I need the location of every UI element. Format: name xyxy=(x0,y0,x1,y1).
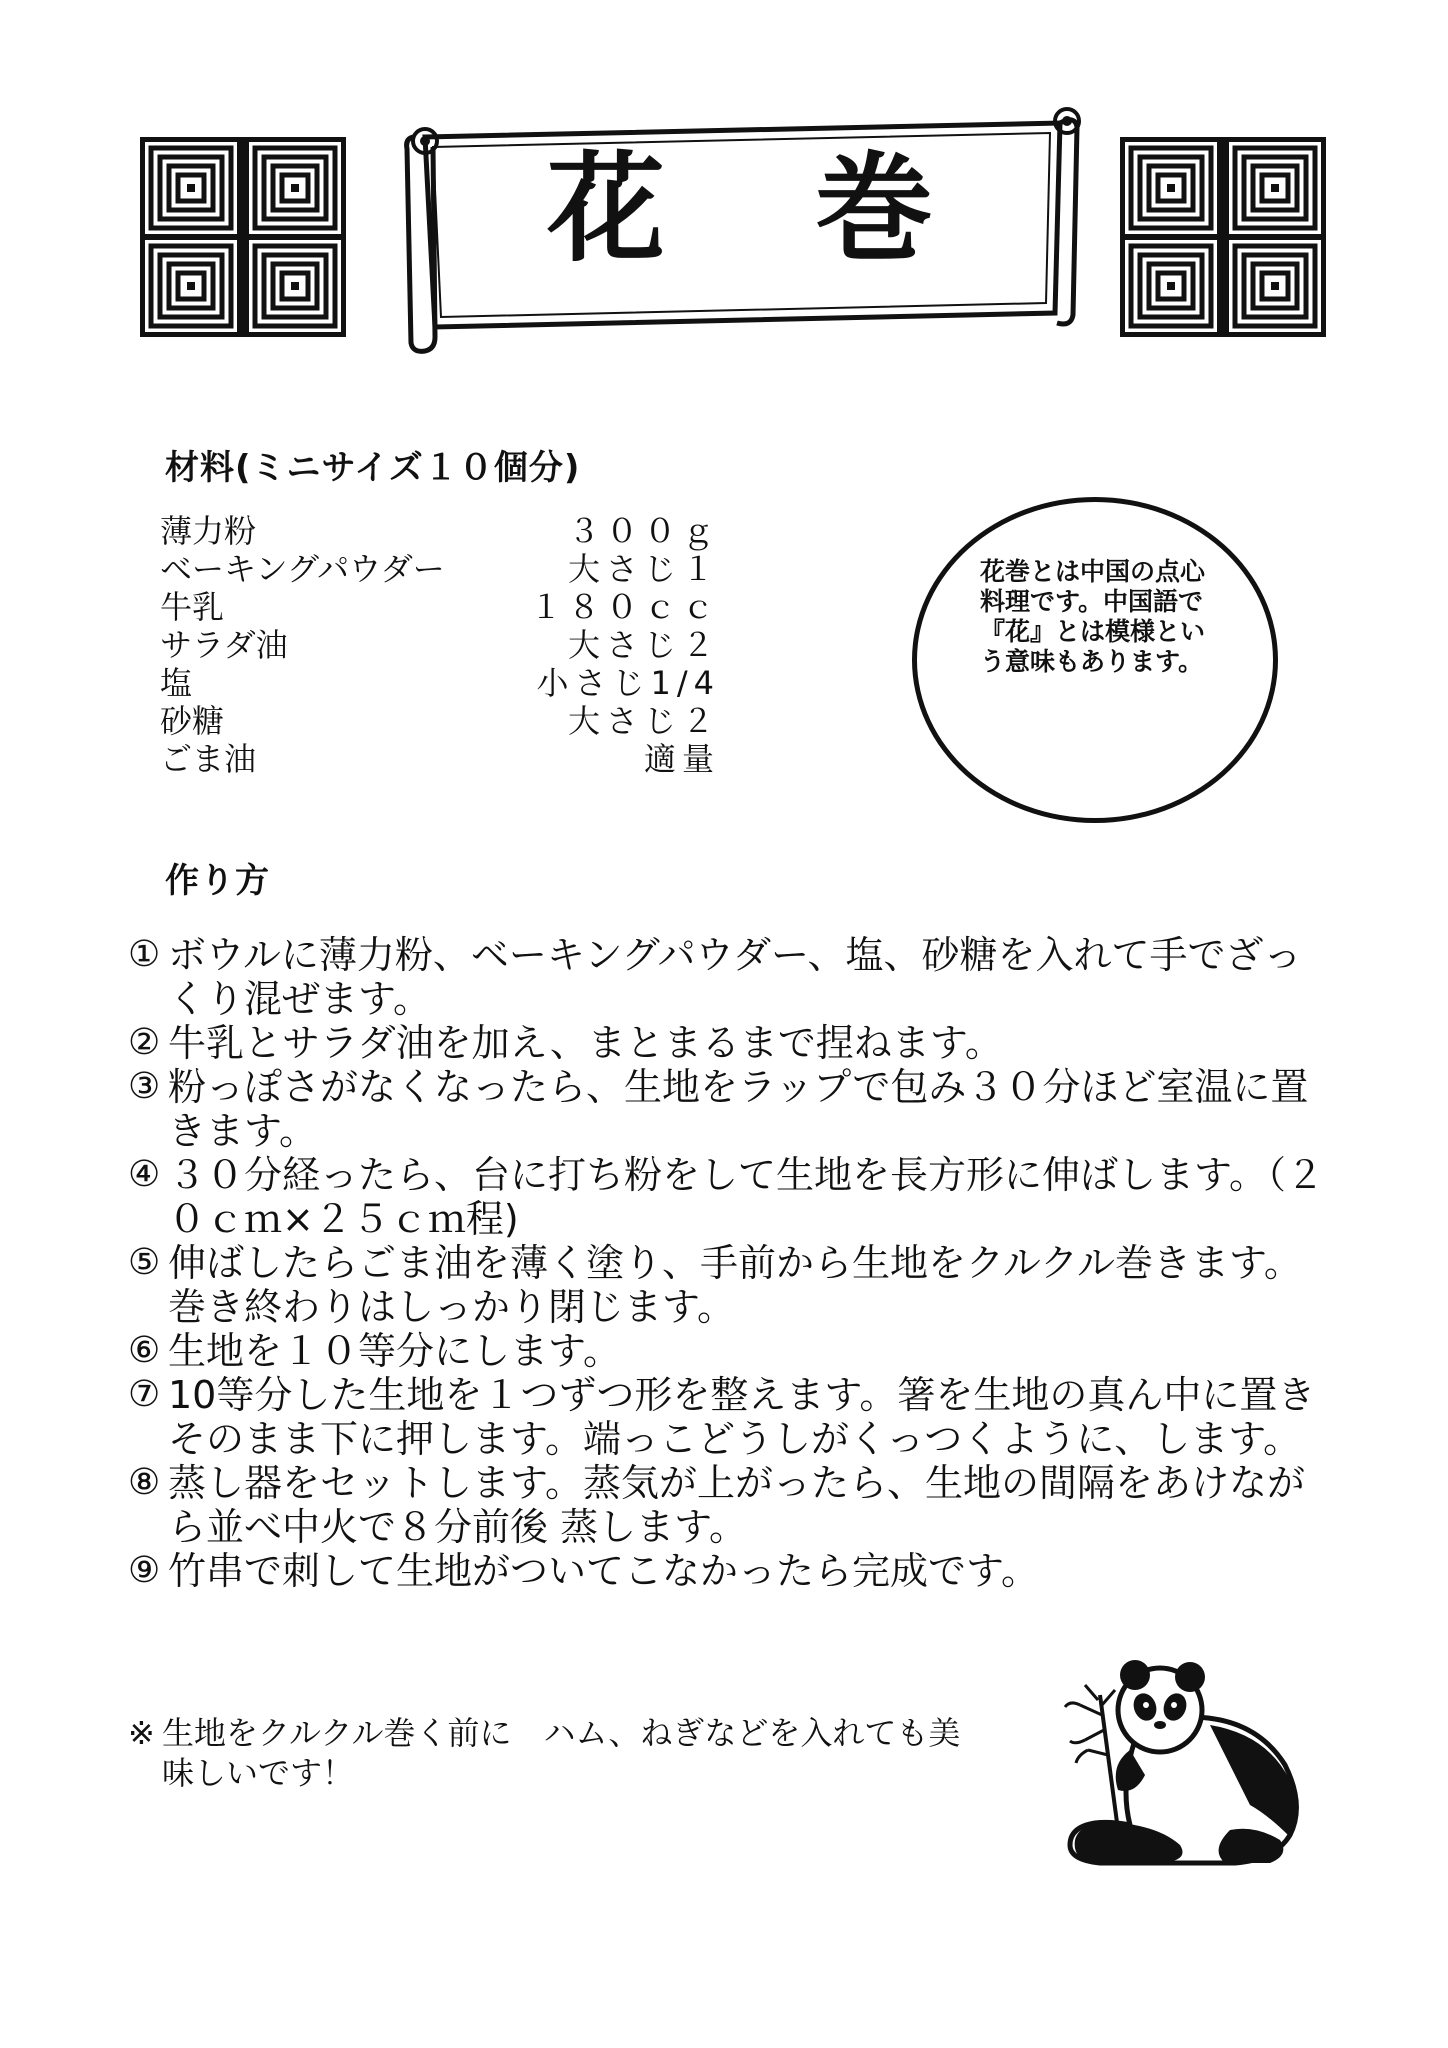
ingredient-amount: 大さじ１ xyxy=(567,550,720,588)
step-item xyxy=(128,933,1328,1021)
step-item xyxy=(128,1549,1328,1593)
ingredient-name: サラダ油 xyxy=(160,626,288,664)
ingredient-row xyxy=(160,626,720,664)
ingredient-row xyxy=(160,550,720,588)
step-text: 伸ばしたらごま油を薄く塗り、手前から生地をクルクル巻きます。巻き終わりはしっかり閉じます。 xyxy=(168,1241,1302,1329)
step-item xyxy=(128,1241,1328,1329)
ingredient-name: ベーキングパウダー xyxy=(160,550,445,588)
ingredient-name: 塩 xyxy=(160,664,193,702)
step-number: ④ xyxy=(128,1154,161,1195)
step-item xyxy=(128,1065,1328,1153)
ingredient-name: 薄力粉 xyxy=(160,512,257,550)
panda-icon xyxy=(1040,1655,1330,1870)
step-text: 牛乳とサラダ油を加え、まとまるまで捏ねます。 xyxy=(168,1021,1003,1065)
step-text: 粉っぽさがなくなったら、生地をラップで包み３０分ほど室温に置きます。 xyxy=(168,1065,1309,1153)
ingredient-amount: 大さじ２ xyxy=(567,626,720,664)
footnote-text: 生地をクルクル巻く前に ハム、ねぎなどを入れても美味しいです！ xyxy=(162,1714,961,1792)
note-text: 花巻とは中国の点心料理です。中国語で『花』とは模様という意味もあります。 xyxy=(980,557,1206,676)
step-item xyxy=(128,1021,1328,1065)
step-number: ⑤ xyxy=(128,1242,161,1283)
step-number: ③ xyxy=(128,1066,161,1107)
step-text: 生地を１０等分にします。 xyxy=(168,1329,621,1373)
steps-list xyxy=(128,933,1328,1593)
ingredient-row xyxy=(160,512,720,550)
ingredient-amount: １８０ｃｃ xyxy=(529,588,720,626)
ingredient-name: ごま油 xyxy=(160,740,257,778)
step-text: 竹串で刺して生地がついてこなかったら完成です。 xyxy=(168,1549,1039,1593)
step-text: ３０分経ったら、台に打ち粉をして生地を長方形に伸ばします。（２０ｃｍ×２５ｃｍ程) xyxy=(168,1153,1324,1241)
meander-ornament-right-icon xyxy=(1120,137,1326,337)
footnote-mark: ※ xyxy=(128,1714,155,1752)
step-number: ① xyxy=(128,934,161,975)
ingredient-row xyxy=(160,664,720,702)
ingredient-amount: ３００ｇ xyxy=(567,512,720,550)
step-item xyxy=(128,1461,1328,1549)
ingredient-row xyxy=(160,702,720,740)
ingredient-amount: 適量 xyxy=(643,740,720,778)
ingredient-amount: 小さじ1/4 xyxy=(536,664,720,702)
footnote xyxy=(128,1713,988,1793)
ingredient-row xyxy=(160,588,720,626)
meander-ornament-left-icon xyxy=(140,137,346,337)
step-number: ⑥ xyxy=(128,1330,161,1371)
step-text: ボウルに薄力粉、ベーキングパウダー、塩、砂糖を入れて手でざっくり混ぜます。 xyxy=(168,933,1302,1021)
step-item xyxy=(128,1329,1328,1373)
step-text: 蒸し器をセットします。蒸気が上がったら、生地の間隔をあけながら並べ中火で８分前後 蒸します。 xyxy=(168,1461,1305,1549)
ingredients-heading: 材料(ミニサイズ１０個分) xyxy=(165,448,581,488)
step-number: ⑨ xyxy=(128,1550,161,1591)
ingredient-row xyxy=(160,740,720,778)
ingredient-name: 牛乳 xyxy=(160,588,225,626)
method-heading: 作り方 xyxy=(165,861,270,901)
ingredient-amount: 大さじ２ xyxy=(567,702,720,740)
step-number: ⑦ xyxy=(128,1374,161,1415)
step-text: 10等分した生地を１つずつ形を整えます。箸を生地の真ん中に置きそのまま下に押します。端っこどうしがくっつくように、します。 xyxy=(168,1373,1316,1461)
step-item xyxy=(128,1373,1328,1461)
step-number: ② xyxy=(128,1022,161,1063)
ingredients-list xyxy=(160,512,720,778)
ingredient-name: 砂糖 xyxy=(160,702,225,740)
page-title: 花巻 xyxy=(546,140,1083,278)
step-item xyxy=(128,1153,1328,1241)
step-number: ⑧ xyxy=(128,1462,161,1503)
